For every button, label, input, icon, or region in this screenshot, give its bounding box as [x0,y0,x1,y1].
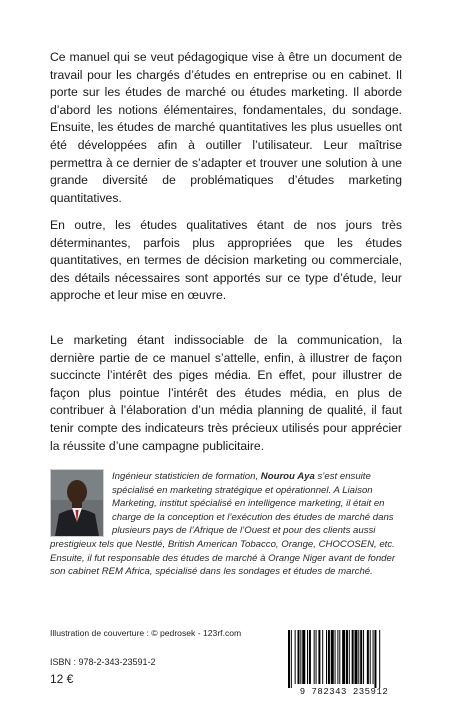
summary-paragraph-1: Ce manuel qui se veut pédagogique vise à être un document de travail pour les chargés d’études en entreprise ou en cabinet. Il porte sur les études de marché ou études marketing. Il aborde d’abord les notions élémentaires, fondamentales, du sondage. Ensuite, les études de marché quantitatives les plus usuelles ont été développées afin à outiller l’utilisateur. Leur maîtrise permettra à ce dernier de s’adapter et trouver une solution à une grande diversité de problématiques d’études marketing quantitatives. [50,50,402,205]
author-name: Nourou Aya [260,471,315,482]
cover-illustration-credit: Illustration de couverture : © pedrosek - 123rf.com [50,628,242,638]
isbn-barcode [286,630,402,688]
summary-paragraph-3: Le marketing étant indissociable de la communication, la dernière partie de ce manuel s’attelle, enfin, à illustrer de façon succincte l’intérêt des piges média. En effet, pour illustrer de façon plus pointue l’intérêt des études média, en plus de contribuer à l’élaboration d’un média planning de qualité, il faut tenir compte des indicateurs très précieux utilisés pour apprécier la réussite d’une campagne publicitaire. [50,333,402,453]
barcode-digits: 9 782343 235912 [299,687,389,697]
author-biography [50,470,402,579]
bio-body: s’est ensuite spécialisé en marketing stratégique et opérationnel. A Liaison Marketing, institut spécialisé en intelligence marketing, il était en charge de la conception et l’exécution des études de marché dans plusieurs pays de l’Afrique de l’Ouest et pour des clients aussi prestigieux tels que Nestlé, British American Tobacco, Orange, CHOCOSEN, etc. Ensuite, il fut responsable des études de marché à Orange Niger avant de fonder son cabinet REM Africa, spécialisé dans les sondages et études de marché. [50,471,396,578]
bio-intro: Ingénieur statisticien de formation, [112,471,261,482]
summary-paragraph-2: En outre, les études qualitatives étant de nos jours très déterminantes, parfois plus appropriées que les études quantitatives, en termes de décision marketing ou commerciale, des détails nécessaires sont apportés sur ce type d’étude, leur approche et leur mise en œuvre. [50,218,402,303]
isbn-number: ISBN : 978-2-343-23591-2 [50,657,156,667]
price: 12 € [50,672,74,686]
